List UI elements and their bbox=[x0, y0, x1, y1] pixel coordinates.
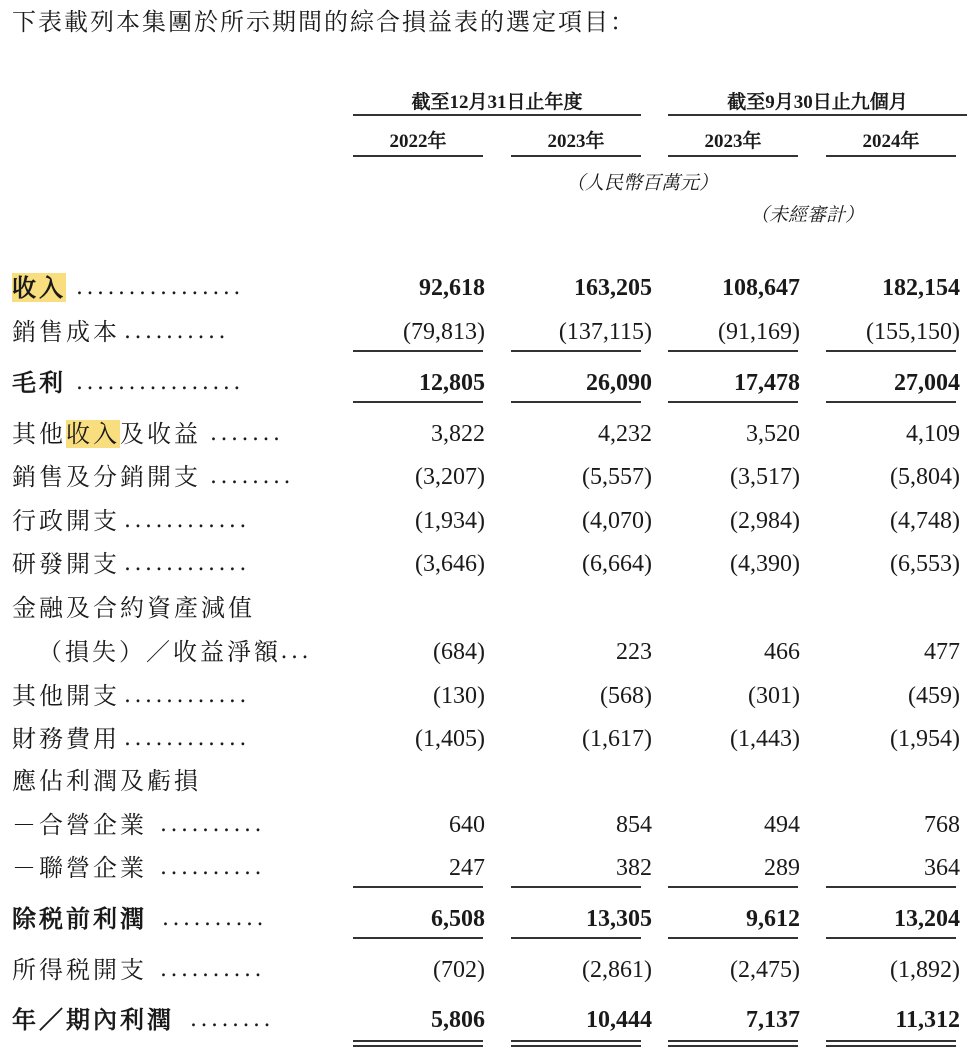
value-cell: 6,508 bbox=[431, 906, 485, 932]
row-label: 毛利 bbox=[12, 368, 66, 397]
value-cell: (4,390) bbox=[730, 551, 800, 577]
row-label bbox=[12, 273, 66, 303]
table-row bbox=[0, 273, 979, 313]
row-label-part: 及收益 bbox=[120, 420, 201, 448]
header-group-year-rule bbox=[353, 114, 641, 116]
table-rule bbox=[353, 1045, 483, 1047]
row-label: 所得税開支 bbox=[12, 956, 147, 984]
table-rule bbox=[353, 886, 483, 888]
table-rule bbox=[826, 1045, 956, 1047]
value-cell: (130) bbox=[433, 683, 485, 709]
leader-dots: .......... bbox=[162, 906, 267, 931]
value-cell: (1,405) bbox=[415, 726, 485, 752]
leader-dots: .......... bbox=[124, 319, 229, 344]
table-rule bbox=[826, 1040, 956, 1042]
table-row bbox=[0, 506, 979, 546]
row-label: 行政開支 bbox=[12, 507, 120, 535]
leader-dots: ........ bbox=[210, 464, 294, 489]
leader-dots: ....... bbox=[210, 421, 284, 446]
unaudited-note: （未經審計） bbox=[750, 204, 865, 226]
value-cell: (702) bbox=[433, 957, 485, 983]
leader-dots: ............ bbox=[124, 508, 250, 533]
value-cell: 4,232 bbox=[598, 421, 652, 447]
row-label: 銷售及分銷開支 bbox=[12, 463, 201, 491]
value-cell: (459) bbox=[908, 683, 960, 709]
table-rule bbox=[668, 1045, 798, 1047]
value-cell: (91,169) bbox=[718, 319, 800, 345]
header-year-2024-interim: 2024年 bbox=[862, 131, 920, 152]
table-rule bbox=[353, 350, 483, 352]
table-rule bbox=[353, 1040, 483, 1042]
value-cell: 3,822 bbox=[431, 421, 485, 447]
row-label bbox=[12, 419, 201, 449]
value-cell: (684) bbox=[433, 639, 485, 665]
row-label-part: 其他 bbox=[12, 420, 66, 448]
value-cell: 27,004 bbox=[894, 370, 960, 396]
table-rule bbox=[668, 1040, 798, 1042]
table-rule bbox=[353, 401, 483, 403]
table-rule bbox=[826, 350, 956, 352]
intro-text: 下表載列本集團於所示期間的綜合損益表的選定項目： bbox=[12, 8, 636, 36]
value-cell: 13,204 bbox=[894, 906, 960, 932]
leader-dots: ............ bbox=[124, 726, 250, 751]
value-cell: 3,520 bbox=[746, 421, 800, 447]
table-row bbox=[0, 810, 979, 850]
table-rule bbox=[511, 886, 641, 888]
header-group-year: 截至12月31日止年度 bbox=[411, 92, 583, 113]
table-rule bbox=[668, 350, 798, 352]
value-cell: 108,647 bbox=[722, 275, 800, 301]
table-row bbox=[0, 955, 979, 995]
value-cell: 13,305 bbox=[586, 906, 652, 932]
leader-dots: .......... bbox=[160, 812, 265, 837]
value-cell: (1,443) bbox=[730, 726, 800, 752]
table-rule bbox=[353, 937, 483, 939]
row-label: （損失）／收益淨額 bbox=[38, 638, 281, 666]
row-label: 財務費用 bbox=[12, 725, 120, 753]
leader-dots: ............ bbox=[124, 683, 250, 708]
value-cell: 4,109 bbox=[906, 421, 960, 447]
value-cell: (3,517) bbox=[730, 464, 800, 490]
value-cell: 17,478 bbox=[734, 370, 800, 396]
value-cell: (79,813) bbox=[403, 319, 485, 345]
value-cell: (2,475) bbox=[730, 957, 800, 983]
table-rule bbox=[826, 937, 956, 939]
header-year-2022: 2022年 bbox=[389, 131, 447, 152]
value-cell: 7,137 bbox=[746, 1007, 800, 1033]
value-cell: 382 bbox=[616, 855, 652, 881]
header-group-nine-months-rule bbox=[668, 114, 967, 116]
table-rule bbox=[668, 401, 798, 403]
value-cell: 854 bbox=[616, 812, 652, 838]
value-cell: (3,646) bbox=[415, 551, 485, 577]
value-cell: (4,070) bbox=[582, 508, 652, 534]
leader-dots: ........ bbox=[190, 1007, 274, 1032]
table-rule bbox=[511, 1045, 641, 1047]
table-row bbox=[0, 1005, 979, 1045]
value-cell: 640 bbox=[449, 812, 485, 838]
value-cell: 289 bbox=[764, 855, 800, 881]
value-cell: (1,617) bbox=[582, 726, 652, 752]
table-rule bbox=[511, 937, 641, 939]
value-cell: 477 bbox=[924, 639, 960, 665]
value-cell: (6,664) bbox=[582, 551, 652, 577]
header-year-rule bbox=[826, 155, 956, 157]
value-cell: (6,553) bbox=[890, 551, 960, 577]
row-label: 研發開支 bbox=[12, 550, 120, 578]
table-row bbox=[0, 549, 979, 589]
value-cell: 466 bbox=[764, 639, 800, 665]
header-year-2023-annual: 2023年 bbox=[547, 131, 605, 152]
value-cell: 223 bbox=[616, 639, 652, 665]
value-cell: 92,618 bbox=[419, 275, 485, 301]
value-cell: 494 bbox=[764, 812, 800, 838]
leader-dots: .......... bbox=[160, 855, 265, 880]
value-cell: (4,748) bbox=[890, 508, 960, 534]
value-cell: 12,805 bbox=[419, 370, 485, 396]
value-cell: 26,090 bbox=[586, 370, 652, 396]
value-cell: (2,984) bbox=[730, 508, 800, 534]
leader-dots: .... bbox=[270, 639, 312, 664]
header-year-rule bbox=[511, 155, 641, 157]
value-cell: (1,892) bbox=[890, 957, 960, 983]
value-cell: (1,954) bbox=[890, 726, 960, 752]
row-label: 其他開支 bbox=[12, 682, 120, 710]
value-cell: 5,806 bbox=[431, 1007, 485, 1033]
table-row bbox=[0, 593, 979, 633]
table-row bbox=[0, 766, 979, 806]
value-cell: (137,115) bbox=[558, 319, 652, 345]
table-rule bbox=[668, 937, 798, 939]
table-row bbox=[0, 637, 979, 677]
row-label: －聯營企業 bbox=[12, 854, 147, 882]
leader-dots: .......... bbox=[160, 957, 265, 982]
value-cell: (2,861) bbox=[582, 957, 652, 983]
table-rule bbox=[826, 401, 956, 403]
row-label: 除税前利潤 bbox=[12, 904, 147, 933]
value-cell: 182,154 bbox=[882, 275, 960, 301]
leader-dots: ................ bbox=[76, 370, 244, 395]
leader-dots: ................ bbox=[76, 275, 244, 300]
row-label-highlight: 收入 bbox=[66, 420, 120, 448]
table-row bbox=[0, 681, 979, 721]
table-rule bbox=[511, 350, 641, 352]
row-label: －合營企業 bbox=[12, 811, 147, 839]
table-row bbox=[0, 724, 979, 764]
table-rule bbox=[668, 886, 798, 888]
value-cell: (5,804) bbox=[890, 464, 960, 490]
row-label: 應佔利潤及虧損 bbox=[12, 767, 201, 795]
row-label: 金融及合約資產減值 bbox=[12, 594, 255, 622]
table-rule bbox=[826, 886, 956, 888]
table-rule bbox=[511, 1040, 641, 1042]
value-cell: 163,205 bbox=[574, 275, 652, 301]
table-row bbox=[0, 419, 979, 459]
table-rule bbox=[511, 401, 641, 403]
value-cell: 11,312 bbox=[895, 1007, 960, 1033]
value-cell: (1,934) bbox=[415, 508, 485, 534]
row-label-highlight: 收入 bbox=[12, 273, 66, 302]
value-cell: 9,612 bbox=[746, 906, 800, 932]
value-cell: (568) bbox=[600, 683, 652, 709]
row-label: 年／期內利潤 bbox=[12, 1005, 174, 1034]
header-group-nine-months: 截至9月30日止九個月 bbox=[727, 92, 908, 113]
table-row bbox=[0, 462, 979, 502]
leader-dots: ............ bbox=[124, 551, 250, 576]
value-cell: (301) bbox=[748, 683, 800, 709]
value-cell: 364 bbox=[924, 855, 960, 881]
row-label: 銷售成本 bbox=[12, 318, 120, 346]
value-cell: 10,444 bbox=[586, 1007, 652, 1033]
value-cell: 247 bbox=[449, 855, 485, 881]
value-cell: (155,150) bbox=[866, 319, 960, 345]
value-cell: (5,557) bbox=[582, 464, 652, 490]
value-cell: (3,207) bbox=[415, 464, 485, 490]
value-cell: 768 bbox=[924, 812, 960, 838]
unit-note: （人民幣百萬元） bbox=[566, 172, 719, 194]
header-year-rule bbox=[668, 155, 798, 157]
header-year-rule bbox=[353, 155, 483, 157]
header-year-2023-interim: 2023年 bbox=[704, 131, 762, 152]
